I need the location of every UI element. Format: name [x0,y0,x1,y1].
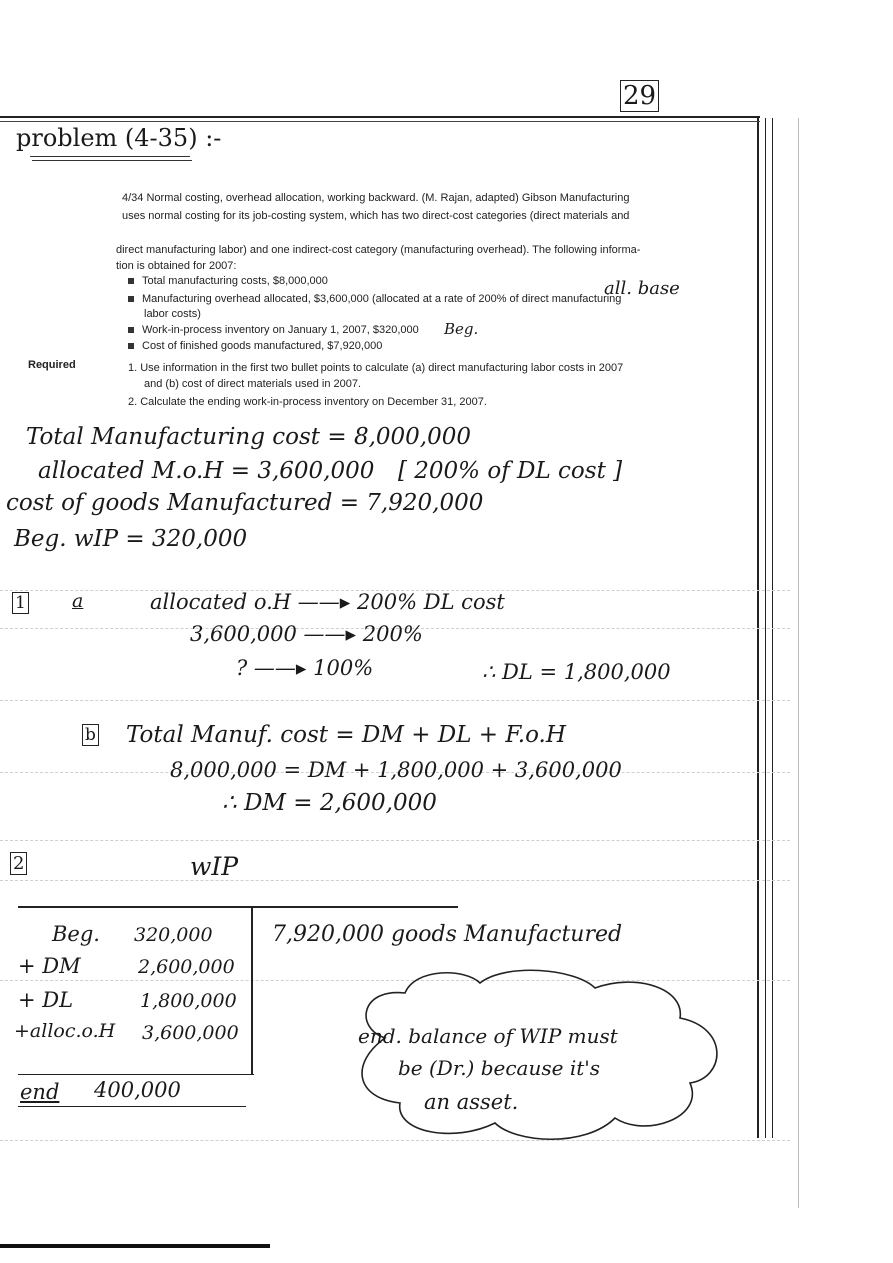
part-1-label: 1 [12,592,29,614]
ruled-line [0,880,790,881]
requirement-1-line-2: and (b) cost of direct materials used in 2007. [144,378,362,390]
textbook-bullet-4: Cost of finished goods manufactured, $7,920,000 [128,340,382,352]
textbook-intro-line-3: direct manufacturing labor) and one indirect-cost category (manufacturing overhead). The following informa- [116,244,641,256]
required-label: Required [28,359,76,371]
part-1b-line-2: 8,000,000 = DM + 1,800,000 + 3,600,000 [170,758,622,782]
note-line-3: an asset. [424,1090,519,1114]
requirement-2: 2. Calculate the ending work-in-process inventory on December 31, 2007. [128,396,487,408]
t-account-debit-beg-label: Beg. [52,922,100,946]
part-2-label: 2 [10,852,27,875]
title-underline-2 [32,160,192,161]
part-1b-label: b [82,724,99,746]
part-1a-line-3: ? ——▸ 100% [236,656,374,680]
given-beginning-wip: Beg. wIP = 320,000 [14,526,248,552]
t-account-debit-oh-label: +alloc.o.H [14,1020,116,1042]
margin-note-beg: Beg. [444,320,479,338]
textbook-bullet-2: Manufacturing overhead allocated, $3,600,000 (allocated at a rate of 200% of direct manufacturing [128,293,621,305]
note-line-1: end. balance of WIP must [358,1024,618,1048]
given-moh-rate: [ 200% of DL cost ] [398,458,623,484]
textbook-intro-line-2: uses normal costing for its job-costing system, which has two direct-cost categories (direct materials and [122,210,630,222]
textbook-bullet-3: Work-in-process inventory on January 1, 2007, $320,000 [128,324,419,336]
part-1b-line-1: Total Manuf. cost = DM + DL + F.o.H [126,722,566,748]
t-account-debit-dm-label: + DM [18,954,81,978]
page-number: 29 [620,80,659,112]
textbook-bullet-2-cont: labor costs) [144,308,201,320]
given-cost-of-goods-manufactured: cost of goods Manufactured = 7,920,000 [6,490,484,516]
ending-underline [18,1106,246,1107]
t-account-debit-dl-label: + DL [18,988,74,1012]
part-1a-label: a [72,590,84,612]
header-rule-2 [0,121,760,122]
textbook-intro-line-4: tion is obtained for 2007: [116,260,237,272]
page-edge-line [798,118,799,1208]
textbook-intro-line-1: 4/34 Normal costing, overhead allocation, working backward. (M. Rajan, adapted) Gibson Manufacturing [122,192,630,204]
ending-value: 400,000 [94,1078,181,1102]
ending-label: end [20,1080,60,1104]
t-account-debit-beg-amount: 320,000 [134,924,213,946]
t-account-debit-dm-amount: 2,600,000 [138,956,235,978]
scan-bottom-edge [0,1244,270,1248]
title-underline [30,156,190,157]
t-account-debit-dl-amount: 1,800,000 [140,990,237,1012]
part-1a-line-2: 3,600,000 ——▸ 200% [190,622,423,646]
ending-balance-rule [18,1074,254,1075]
bullet-icon [128,296,134,302]
margin-note-base: all. base [604,278,680,299]
header-rule [0,116,760,118]
ruled-line [0,700,790,701]
wip-account-title: wIP [190,852,239,881]
requirement-1-line-1: 1. Use information in the first two bullet points to calculate (a) direct manufacturing labor costs in 2007 [128,362,624,374]
t-account-debit-oh-amount: 3,600,000 [142,1022,239,1044]
bullet-icon [128,343,134,349]
bullet-icon [128,327,134,333]
ruled-line [0,840,790,841]
textbook-bullet-1: Total manufacturing costs, $8,000,000 [128,275,328,287]
part-1a-line-1: allocated o.H ——▸ 200% DL cost [150,590,505,614]
part-1a-result: ∴ DL = 1,800,000 [482,660,671,684]
note-line-2: be (Dr.) because it's [398,1056,601,1080]
t-account-top-line [18,906,458,908]
t-account-divider [251,906,253,1074]
given-allocated-moh: allocated M.o.H = 3,600,000 [38,458,375,484]
given-total-manufacturing-cost: Total Manufacturing cost = 8,000,000 [26,424,471,450]
problem-title: problem (4-35) :- [16,124,222,152]
t-account-credit-goods-manufactured: 7,920,000 goods Manufactured [272,922,623,947]
part-1b-line-3: ∴ DM = 2,600,000 [222,790,437,816]
bullet-icon [128,278,134,284]
